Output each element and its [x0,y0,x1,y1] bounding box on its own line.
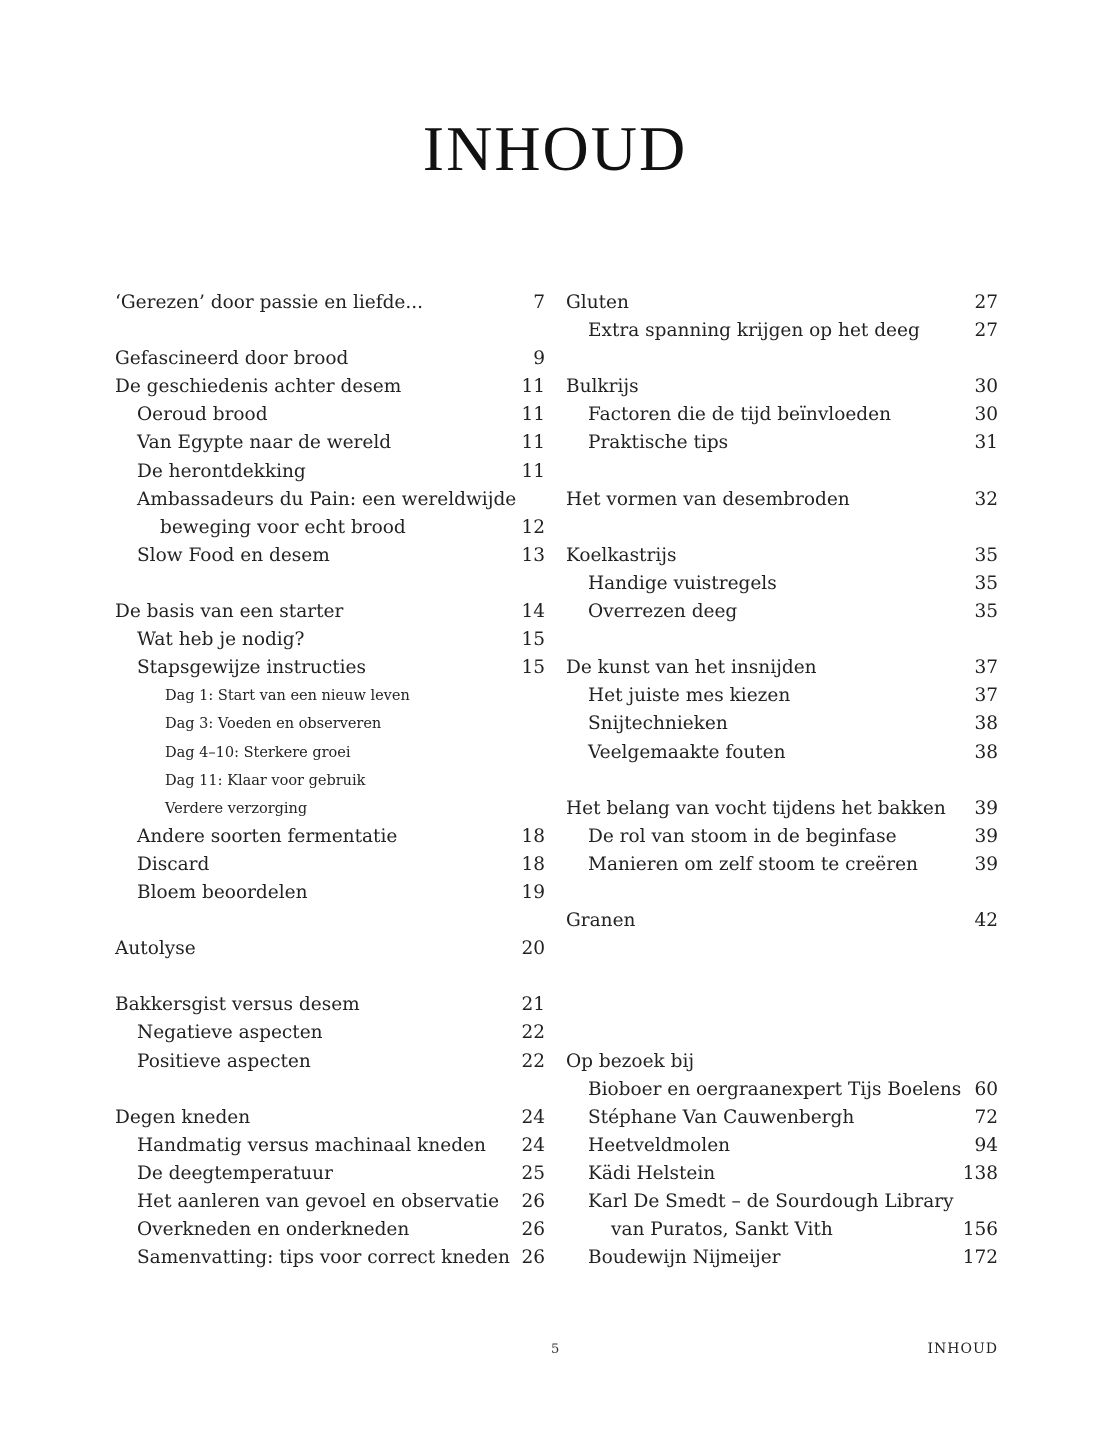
toc-page-number: 26 [521,1219,545,1241]
toc-subentry[interactable] [115,1216,545,1244]
toc-page-number: 11 [521,404,545,426]
toc-chapter-entry[interactable] [115,598,545,626]
toc-page-number: 42 [974,910,998,932]
toc-chapter-entry[interactable] [566,654,998,682]
toc-entry-title: Heetveldmolen [588,1134,731,1156]
toc-entry-title: Kädi Helstein [588,1162,716,1184]
toc-entry-title: Praktische tips [588,432,729,454]
toc-page-number: 39 [974,853,998,875]
toc-subentry[interactable] [566,1188,998,1216]
toc-page-number: 18 [521,853,545,875]
toc-page-number: 27 [974,292,998,313]
toc-subentry[interactable] [115,401,545,429]
toc-page-number: 22 [521,1050,545,1072]
toc-entry-title: De basis van een starter [115,601,344,623]
toc-spacer [566,1019,998,1047]
toc-entry-title: Gluten [566,292,629,313]
toc-chapter-entry[interactable] [115,935,545,963]
toc-chapter-entry[interactable] [566,795,998,823]
toc-page-number: 11 [521,376,545,398]
toc-page-number: 38 [974,741,998,763]
toc-entry-title: De herontdekking [137,460,306,482]
toc-subentry[interactable] [115,626,545,654]
toc-spacer [566,458,998,486]
toc-subentry[interactable] [566,1076,998,1104]
toc-page-number: 39 [974,797,998,819]
toc-spacer [115,1076,545,1104]
toc-page-number: 18 [521,825,545,847]
toc-spacer [566,626,998,654]
toc-spacer [115,963,545,991]
toc-subentry[interactable] [566,823,998,851]
toc-chapter-entry[interactable] [115,1104,545,1132]
toc-spacer [566,879,998,907]
toc-subentry[interactable] [115,682,545,710]
toc-subentry[interactable] [115,542,545,570]
toc-entry-title: Handige vuistregels [588,572,777,594]
toc-subentry[interactable] [115,458,545,486]
toc-spacer [566,963,998,991]
toc-spacer [115,317,545,345]
toc-subentry[interactable] [566,1244,998,1272]
toc-entry-title: Het juiste mes kiezen [588,685,791,707]
toc-entry-title: Extra spanning krijgen op het deeg [588,320,920,342]
toc-subentry[interactable] [115,795,545,823]
toc-spacer [566,767,998,795]
toc-page-number: 21 [521,994,545,1016]
toc-subentry[interactable] [115,1019,545,1047]
toc-page-number: 26 [521,1191,545,1212]
toc-entry-title: Ambassadeurs du Pain: een wereldwijde [137,488,517,510]
toc-entry-title: Stéphane Van Cauwenbergh [588,1106,855,1128]
toc-spacer [115,570,545,598]
toc-page-number: 9 [533,348,545,370]
toc-entry-title: Bioboer en oergraanexpert Tijs Boelens [588,1078,962,1100]
toc-subentry[interactable] [115,1244,545,1272]
toc-page-number: 7 [533,292,545,313]
toc-entry-title: Het vormen van desembroden [566,488,850,510]
toc-subentry[interactable] [115,710,545,738]
toc-page-number: 60 [974,1078,998,1100]
toc-page-number: 94 [974,1134,998,1156]
toc-page-number: 11 [521,432,545,454]
toc-page-number: 13 [521,544,545,566]
toc-subentry[interactable] [115,879,545,907]
toc-subentry[interactable] [566,401,998,429]
toc-subentry[interactable] [566,1160,998,1188]
page-title: INHOUD [422,113,688,184]
toc-page-number: 14 [521,601,545,623]
toc-page-number: 26 [521,1247,545,1269]
toc-entry-title: beweging voor echt brood [160,516,406,538]
toc-entry-title: Positieve aspecten [137,1050,311,1072]
toc-subentry[interactable] [566,1104,998,1132]
toc-subentry[interactable] [115,429,545,457]
toc-subentry[interactable] [115,1132,545,1160]
toc-entry-title: Autolyse [115,938,196,960]
toc-entry-title: Samenvatting: tips voor correct kneden [137,1247,510,1269]
toc-entry-title: Dag 11: Klaar voor gebruik [165,772,366,789]
toc-page-number: 19 [521,881,545,903]
toc-entry-title: Bloem beoordelen [137,881,308,903]
toc-entry-title: Boudewijn Nijmeijer [588,1247,781,1269]
toc-page-number: 37 [974,685,998,707]
toc-page-number: 11 [521,460,545,482]
toc-page-number: 172 [962,1247,998,1269]
toc-spacer [566,345,998,373]
toc-entry-title: Factoren die de tijd beïnvloeden [588,404,891,426]
toc-entry-title: Gefascineerd door brood [115,348,349,370]
toc-page-number: 30 [974,404,998,426]
toc-chapter-entry[interactable] [566,542,998,570]
toc-page-number: 38 [974,713,998,735]
toc-subentry[interactable] [566,1132,998,1160]
toc-entry-title: Handmatig versus machinaal kneden [137,1134,486,1156]
toc-page-number: 30 [974,376,998,398]
toc-subentry[interactable] [115,654,545,682]
toc-page-number: 25 [521,1162,545,1184]
toc-spacer [566,514,998,542]
toc-entry-title: Snijtechnieken [588,713,728,735]
toc-chapter-entry[interactable] [115,289,545,317]
toc-entry-title: Veelgemaakte fouten [588,741,786,763]
toc-entry-title: Oeroud brood [137,404,268,426]
toc-subentry[interactable] [115,1188,545,1216]
toc-subentry[interactable] [115,1160,545,1188]
toc-entry-title: Stapsgewijze instructies [137,657,367,679]
toc-page-number: 138 [962,1162,998,1184]
toc-subentry[interactable] [566,1216,998,1244]
toc-subentry[interactable] [566,739,998,767]
toc-left-column [115,289,545,1272]
toc-subentry[interactable] [115,1048,545,1076]
toc-entry-title: van Puratos, Sankt Vith [611,1219,833,1241]
toc-entry-title: Bulkrijs [566,376,639,398]
toc-page-number: 31 [974,432,998,454]
toc-entry-title: Andere soorten fermentatie [137,825,398,847]
toc-page-number: 24 [521,1106,545,1128]
toc-entry-title: Overkneden en onderkneden [137,1219,410,1241]
toc-entry-title: Van Egypte naar de wereld [137,432,392,454]
toc-page-number: 22 [521,1022,545,1044]
toc-subentry[interactable] [566,851,998,879]
toc-entry-title: Granen [566,910,636,932]
toc-page-number: 32 [974,488,998,510]
toc-entry-title: Het belang van vocht tijdens het bakken [566,797,946,819]
toc-entry-title: ‘Gerezen’ door passie en liefde... [115,292,424,313]
toc-page-number: 156 [962,1219,998,1241]
toc-entry-title: De deegtemperatuur [137,1162,333,1184]
toc-entry-title: Karl De Smedt – de Sourdough Library [588,1191,954,1212]
toc-subentry[interactable] [115,739,545,767]
footer-page-number: 5 [551,1342,560,1357]
toc-subentry[interactable] [566,317,998,345]
toc-subentry[interactable] [115,823,545,851]
toc-subentry[interactable] [566,429,998,457]
toc-chapter-entry[interactable] [566,373,998,401]
toc-spacer [566,935,998,963]
toc-page-number: 12 [521,516,545,538]
toc-chapter-entry[interactable] [566,486,998,514]
toc-entry-title: Koelkastrijs [566,544,677,566]
toc-chapter-entry[interactable] [566,289,998,317]
toc-chapter-entry[interactable] [115,345,545,373]
toc-entry-title: Slow Food en desem [137,544,330,566]
toc-page-number: 35 [974,544,998,566]
toc-page-number: 35 [974,601,998,623]
toc-entry-title: Discard [137,853,210,875]
toc-entry-title: Negatieve aspecten [137,1022,323,1044]
toc-page-number: 39 [974,825,998,847]
toc-subentry[interactable] [115,486,545,514]
toc-right-column [566,289,998,1272]
toc-entry-title: De geschiedenis achter desem [115,376,402,398]
toc-page-number: 24 [521,1134,545,1156]
toc-chapter-entry[interactable] [566,907,998,935]
toc-entry-title: De kunst van het insnijden [566,657,817,679]
toc-subentry[interactable] [566,682,998,710]
toc-entry-title: Overrezen deeg [588,601,738,623]
toc-page-number: 15 [521,657,545,679]
toc-page-number: 72 [974,1106,998,1128]
toc-subentry[interactable] [115,767,545,795]
toc-page-number: 37 [974,657,998,679]
toc-entry-title: Op bezoek bij [566,1050,695,1072]
toc-spacer [115,907,545,935]
toc-page-number: 20 [521,938,545,960]
toc-entry-title: De rol van stoom in de beginfase [588,825,897,847]
toc-page-number: 15 [521,629,545,651]
toc-spacer [566,991,998,1019]
toc-subentry[interactable] [115,514,545,542]
toc-subentry[interactable] [566,710,998,738]
toc-subentry[interactable] [115,851,545,879]
toc-entry-title: Manieren om zelf stoom te creëren [588,853,918,875]
toc-entry-title: Degen kneden [115,1106,251,1128]
toc-entry-title: Verdere verzorging [165,800,308,817]
toc-subentry[interactable] [566,598,998,626]
toc-page-number: 27 [974,320,998,342]
toc-chapter-entry[interactable] [566,1048,998,1076]
toc-entry-title: Het aanleren van gevoel en observatie [137,1191,500,1212]
toc-subentry[interactable] [566,570,998,598]
toc-entry-title: Dag 4–10: Sterkere groei [165,744,351,761]
toc-entry-title: Dag 3: Voeden en observeren [165,716,382,733]
toc-chapter-entry[interactable] [115,991,545,1019]
toc-page-number: 35 [974,572,998,594]
toc-entry-title: Bakkersgist versus desem [115,994,360,1016]
toc-entry-title: Wat heb je nodig? [137,629,305,651]
toc-chapter-entry[interactable] [115,373,545,401]
footer-section-label: INHOUD [927,1341,998,1357]
toc-entry-title: Dag 1: Start van een nieuw leven [165,688,410,705]
